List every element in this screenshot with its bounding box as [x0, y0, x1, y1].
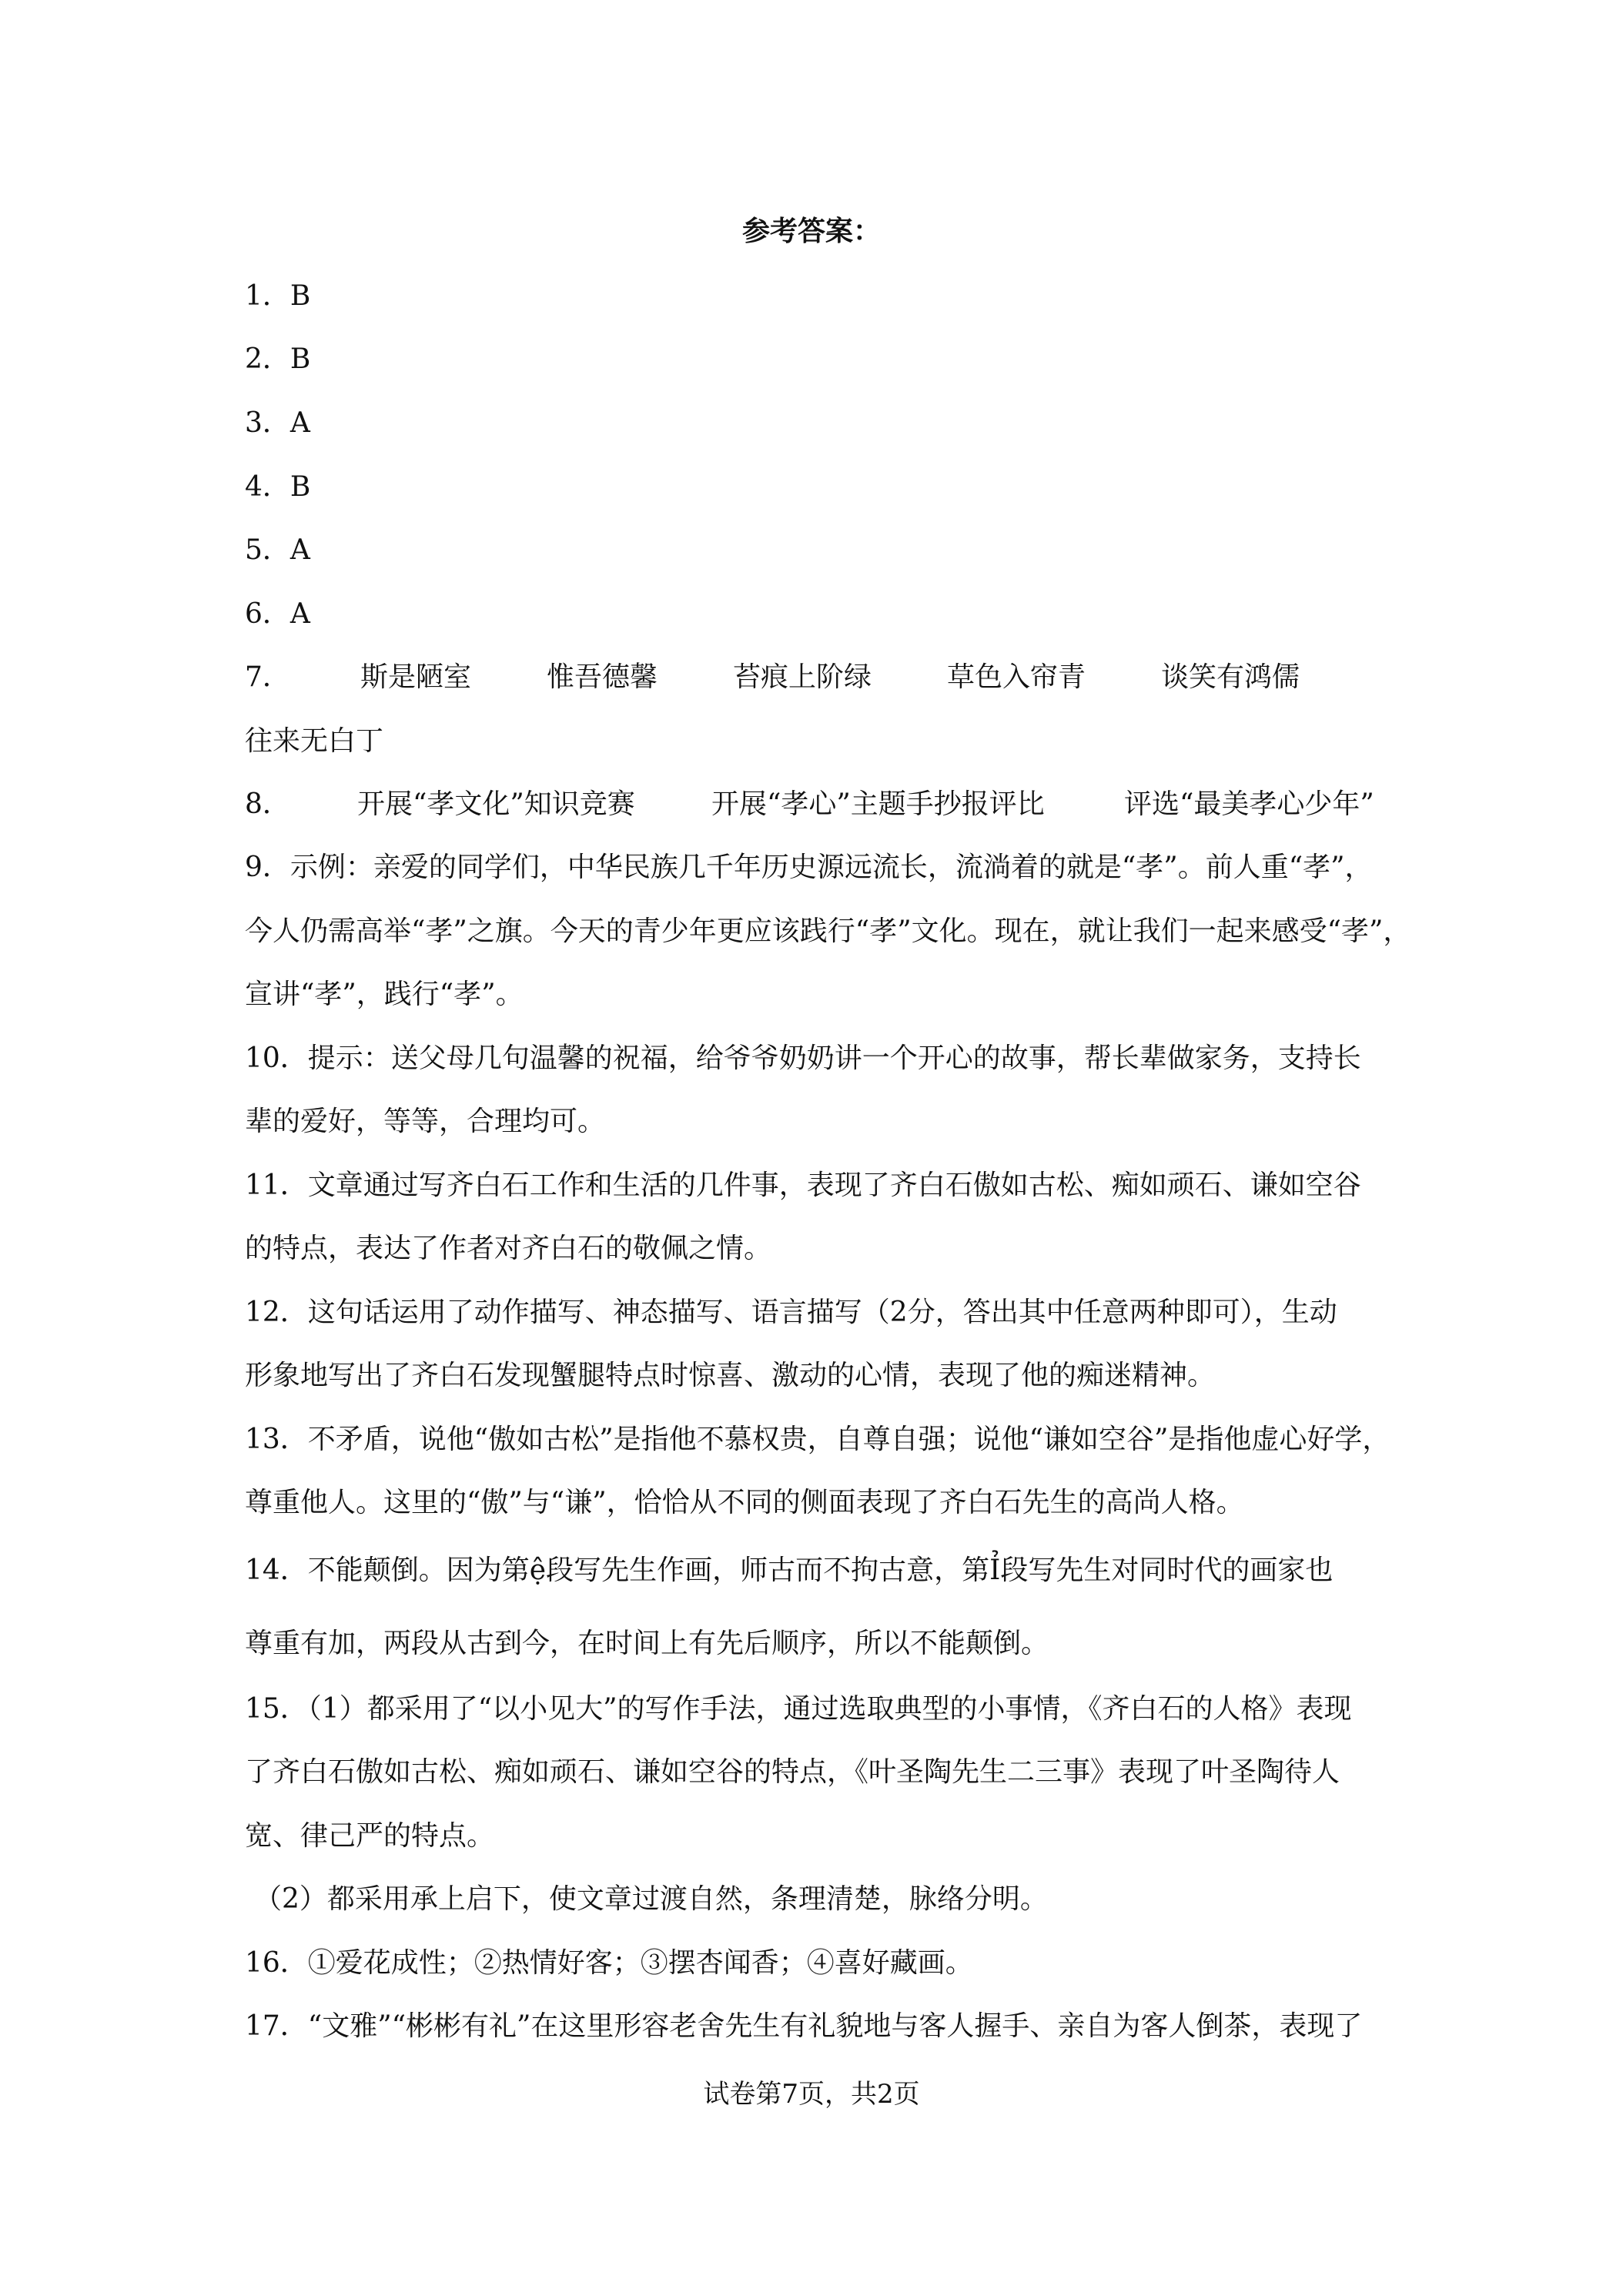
answer-7-item: 苔痕上阶绿	[733, 661, 872, 693]
answer-7-item: 斯是陋室	[360, 661, 472, 693]
answer-15-line: 宽、律己严的特点。	[245, 1820, 495, 1852]
answer-2: 2．B	[245, 343, 311, 375]
answer-5: 5．A	[245, 534, 310, 566]
answer-9-line: 9．示例：亲爱的同学们，中华民族几千年历史源远流长，流淌着的就是“孝”。前人重“孝”，	[245, 852, 1373, 883]
answer-9-line: 宣讲“孝”，践行“孝”。	[245, 979, 524, 1010]
answer-8-number: 8．	[245, 788, 290, 820]
answer-15-line: 15．（1）都采用了“以小见大”的写作手法，通过选取典型的小事情，《齐白石的人格》表现	[245, 1693, 1352, 1725]
answer-7-item: 草色入帘青	[947, 661, 1086, 693]
answer-17-line: 17．“文雅”“彬彬有礼”在这里形容老舍先生有礼貌地与客人握手、亲自为客人倒茶，表现了	[245, 2010, 1363, 2042]
answer-15-line: 了齐白石傲如古松、痴如顽石、谦如空谷的特点，《叶圣陶先生二三事》表现了叶圣陶待人	[245, 1756, 1340, 1788]
answer-11-line: 11．文章通过写齐白石工作和生活的几件事，表现了齐白石傲如古松、痴如顽石、谦如空谷	[245, 1170, 1361, 1201]
answer-8-item: 开展“孝文化”知识竞赛	[357, 788, 635, 820]
answer-16: 16．①爱花成性；②热情好客；③摆杏闻香；④喜好藏画。	[245, 1947, 973, 1979]
answer-3: 3．A	[245, 407, 310, 439]
answer-7-continuation: 往来无白丁	[245, 725, 384, 757]
answer-13-line: 13．不矛盾，说他“傲如古松”是指他不慕权贵，自尊自强；说他“谦如空谷”是指他虚心好学，	[245, 1424, 1390, 1455]
answer-15-part2: （2）都采用承上启下，使文章过渡自然，条理清楚，脉络分明。	[254, 1883, 1048, 1915]
answer-7-item: 惟吾德馨	[547, 661, 658, 693]
page-footer: 试卷第7页，共2页	[703, 2079, 920, 2110]
answer-10-line: 10．提示：送父母几句温馨的祝福，给爷爷奶奶讲一个开心的故事，帮长辈做家务，支持长	[245, 1043, 1361, 1074]
answer-8-item: 开展“孝心”主题手抄报评比	[711, 788, 1045, 820]
answer-1: 1．B	[245, 280, 311, 312]
answer-14-line: 尊重有加，两段从古到今，在时间上有先后顺序，所以不能颠倒。	[245, 1628, 1049, 1659]
answer-12-line: 12．这句话运用了动作描写、神态描写、语言描写（2分，答出其中任意两种即可），生动	[245, 1297, 1337, 1328]
answer-8-item: 评选“最美孝心少年”	[1124, 788, 1374, 820]
answer-14-line: 14．不能颠倒。因为第ệ段写先生作画，师古而不拘古意，第Ỉ段写先生对同时代的画家也	[245, 1555, 1334, 1586]
answer-7-number: 7．	[245, 661, 290, 693]
page-title: 参考答案：	[741, 215, 881, 247]
answer-13-line: 尊重他人。这里的“傲”与“谦”，恰恰从不同的侧面表现了齐白石先生的高尚人格。	[245, 1487, 1244, 1518]
answer-4: 4．B	[245, 471, 311, 503]
answer-12-line: 形象地写出了齐白石发现蟹腿特点时惊喜、激动的心情，表现了他的痴迷精神。	[245, 1360, 1216, 1391]
answer-6: 6．A	[245, 598, 310, 630]
answer-7-item: 谈笑有鸿儒	[1161, 661, 1300, 693]
answer-11-line: 的特点，表达了作者对齐白石的敬佩之情。	[245, 1233, 772, 1264]
answer-10-line: 辈的爱好，等等，合理均可。	[245, 1106, 606, 1137]
answer-9-line: 今人仍需高举“孝”之旗。今天的青少年更应该践行“孝”文化。现在，就让我们一起来感受“孝”，	[245, 915, 1411, 947]
